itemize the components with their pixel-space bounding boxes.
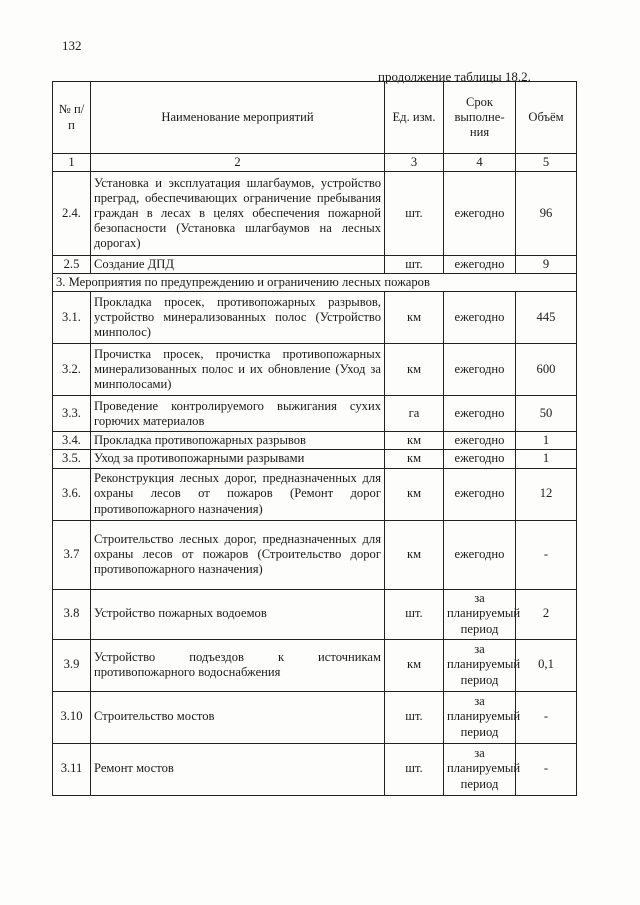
row-number: 3.5. (53, 450, 91, 468)
row-term: ежегодно (444, 256, 516, 274)
column-number: 4 (444, 154, 516, 172)
row-name: Прокладка противопожарных разрывов (91, 432, 385, 450)
row-name: Устройство подъездов к источникам противопожарного водоснабжения (91, 639, 385, 691)
row-name: Строительство мостов (91, 691, 385, 743)
row-name: Прочистка просек, прочистка противопожарных минерализованных полос и их обновление (Уход за минполосами) (91, 344, 385, 396)
row-volume: - (516, 743, 577, 795)
table-row (53, 432, 577, 450)
row-unit: шт. (385, 256, 444, 274)
table-row (53, 256, 577, 274)
row-name: Уход за противопожарными разрывами (91, 450, 385, 468)
table-row (53, 468, 577, 520)
row-volume: 9 (516, 256, 577, 274)
row-term: ежегодно (444, 450, 516, 468)
row-name: Прокладка просек, противопожарных разрывов, устройство минерализованных полос (Устройство минполос) (91, 292, 385, 344)
row-volume: 2 (516, 589, 577, 639)
row-term: за планируемый период (444, 691, 516, 743)
row-name: Реконструкция лесных дорог, предназначенных для охраны лесов от пожаров (Ремонт дорог противопожарного назначения) (91, 468, 385, 520)
table-body-part-b (53, 292, 577, 795)
row-volume: 1 (516, 450, 577, 468)
row-unit: км (385, 292, 444, 344)
header-term: Срок выполне-ния (444, 82, 516, 154)
row-unit: км (385, 520, 444, 589)
row-term: ежегодно (444, 520, 516, 589)
row-volume: 1 (516, 432, 577, 450)
table-row (53, 691, 577, 743)
row-volume: 600 (516, 344, 577, 396)
header-name: Наименование мероприятий (91, 82, 385, 154)
row-volume: 12 (516, 468, 577, 520)
row-term: за планируемый период (444, 743, 516, 795)
row-term: ежегодно (444, 172, 516, 256)
section-header (53, 274, 577, 292)
row-term: за планируемый период (444, 589, 516, 639)
row-term: ежегодно (444, 292, 516, 344)
row-volume: - (516, 691, 577, 743)
row-name: Ремонт мостов (91, 743, 385, 795)
section-title: 3. Мероприятия по предупреждению и ограничению лесных пожаров (53, 274, 577, 292)
table-body-part-a (53, 172, 577, 274)
row-term: ежегодно (444, 468, 516, 520)
row-number: 3.8 (53, 589, 91, 639)
row-name: Проведение контролируемого выжигания сухих горючих материалов (91, 396, 385, 432)
row-number: 3.10 (53, 691, 91, 743)
row-volume: 50 (516, 396, 577, 432)
row-unit: км (385, 432, 444, 450)
row-term: ежегодно (444, 344, 516, 396)
header-volume: Объём (516, 82, 577, 154)
row-number: 3.3. (53, 396, 91, 432)
row-number: 3.7 (53, 520, 91, 589)
column-number: 2 (91, 154, 385, 172)
row-number: 3.6. (53, 468, 91, 520)
row-unit: шт. (385, 743, 444, 795)
row-term: ежегодно (444, 396, 516, 432)
table-row (53, 396, 577, 432)
measures-table (52, 81, 577, 796)
table-row (53, 450, 577, 468)
row-number: 3.4. (53, 432, 91, 450)
row-name: Создание ДПД (91, 256, 385, 274)
row-number: 3.1. (53, 292, 91, 344)
row-volume: 96 (516, 172, 577, 256)
row-term: за планируемый период (444, 639, 516, 691)
column-number: 1 (53, 154, 91, 172)
row-number: 2.5 (53, 256, 91, 274)
table-row (53, 589, 577, 639)
section-row (53, 274, 577, 292)
header-num: № п/п (53, 82, 91, 154)
row-unit: шт. (385, 589, 444, 639)
row-name: Строительство лесных дорог, предназначенных для охраны лесов от пожаров (Строительство дорог противопожарного назначения) (91, 520, 385, 589)
table-row (53, 520, 577, 589)
row-unit: км (385, 639, 444, 691)
row-number: 3.11 (53, 743, 91, 795)
row-term: ежегодно (444, 432, 516, 450)
row-unit: км (385, 344, 444, 396)
row-volume: 445 (516, 292, 577, 344)
table-row (53, 743, 577, 795)
row-number: 3.9 (53, 639, 91, 691)
row-name: Устройство пожарных водоемов (91, 589, 385, 639)
row-volume: 0,1 (516, 639, 577, 691)
row-volume: - (516, 520, 577, 589)
row-number: 2.4. (53, 172, 91, 256)
row-unit: шт. (385, 172, 444, 256)
column-number: 3 (385, 154, 444, 172)
row-unit: шт. (385, 691, 444, 743)
table-row (53, 344, 577, 396)
table-continuation-label: продолжение таблицы 18.2. (378, 69, 531, 84)
row-unit: км (385, 468, 444, 520)
column-number-row (53, 154, 577, 172)
row-name: Установка и эксплуатация шлагбаумов, устройство преград, обеспечивающих ограничение пребывания граждан в лесах в целях обеспечения пожарной безопасности (Установка шлагбаумов на лесных дорогах) (91, 172, 385, 256)
header-unit: Ед. изм. (385, 82, 444, 154)
row-number: 3.2. (53, 344, 91, 396)
table-row (53, 172, 577, 256)
row-unit: км (385, 450, 444, 468)
header-row (53, 82, 577, 154)
table-row (53, 639, 577, 691)
column-number: 5 (516, 154, 577, 172)
page-number: 132 (62, 38, 82, 53)
table-row (53, 292, 577, 344)
row-unit: га (385, 396, 444, 432)
